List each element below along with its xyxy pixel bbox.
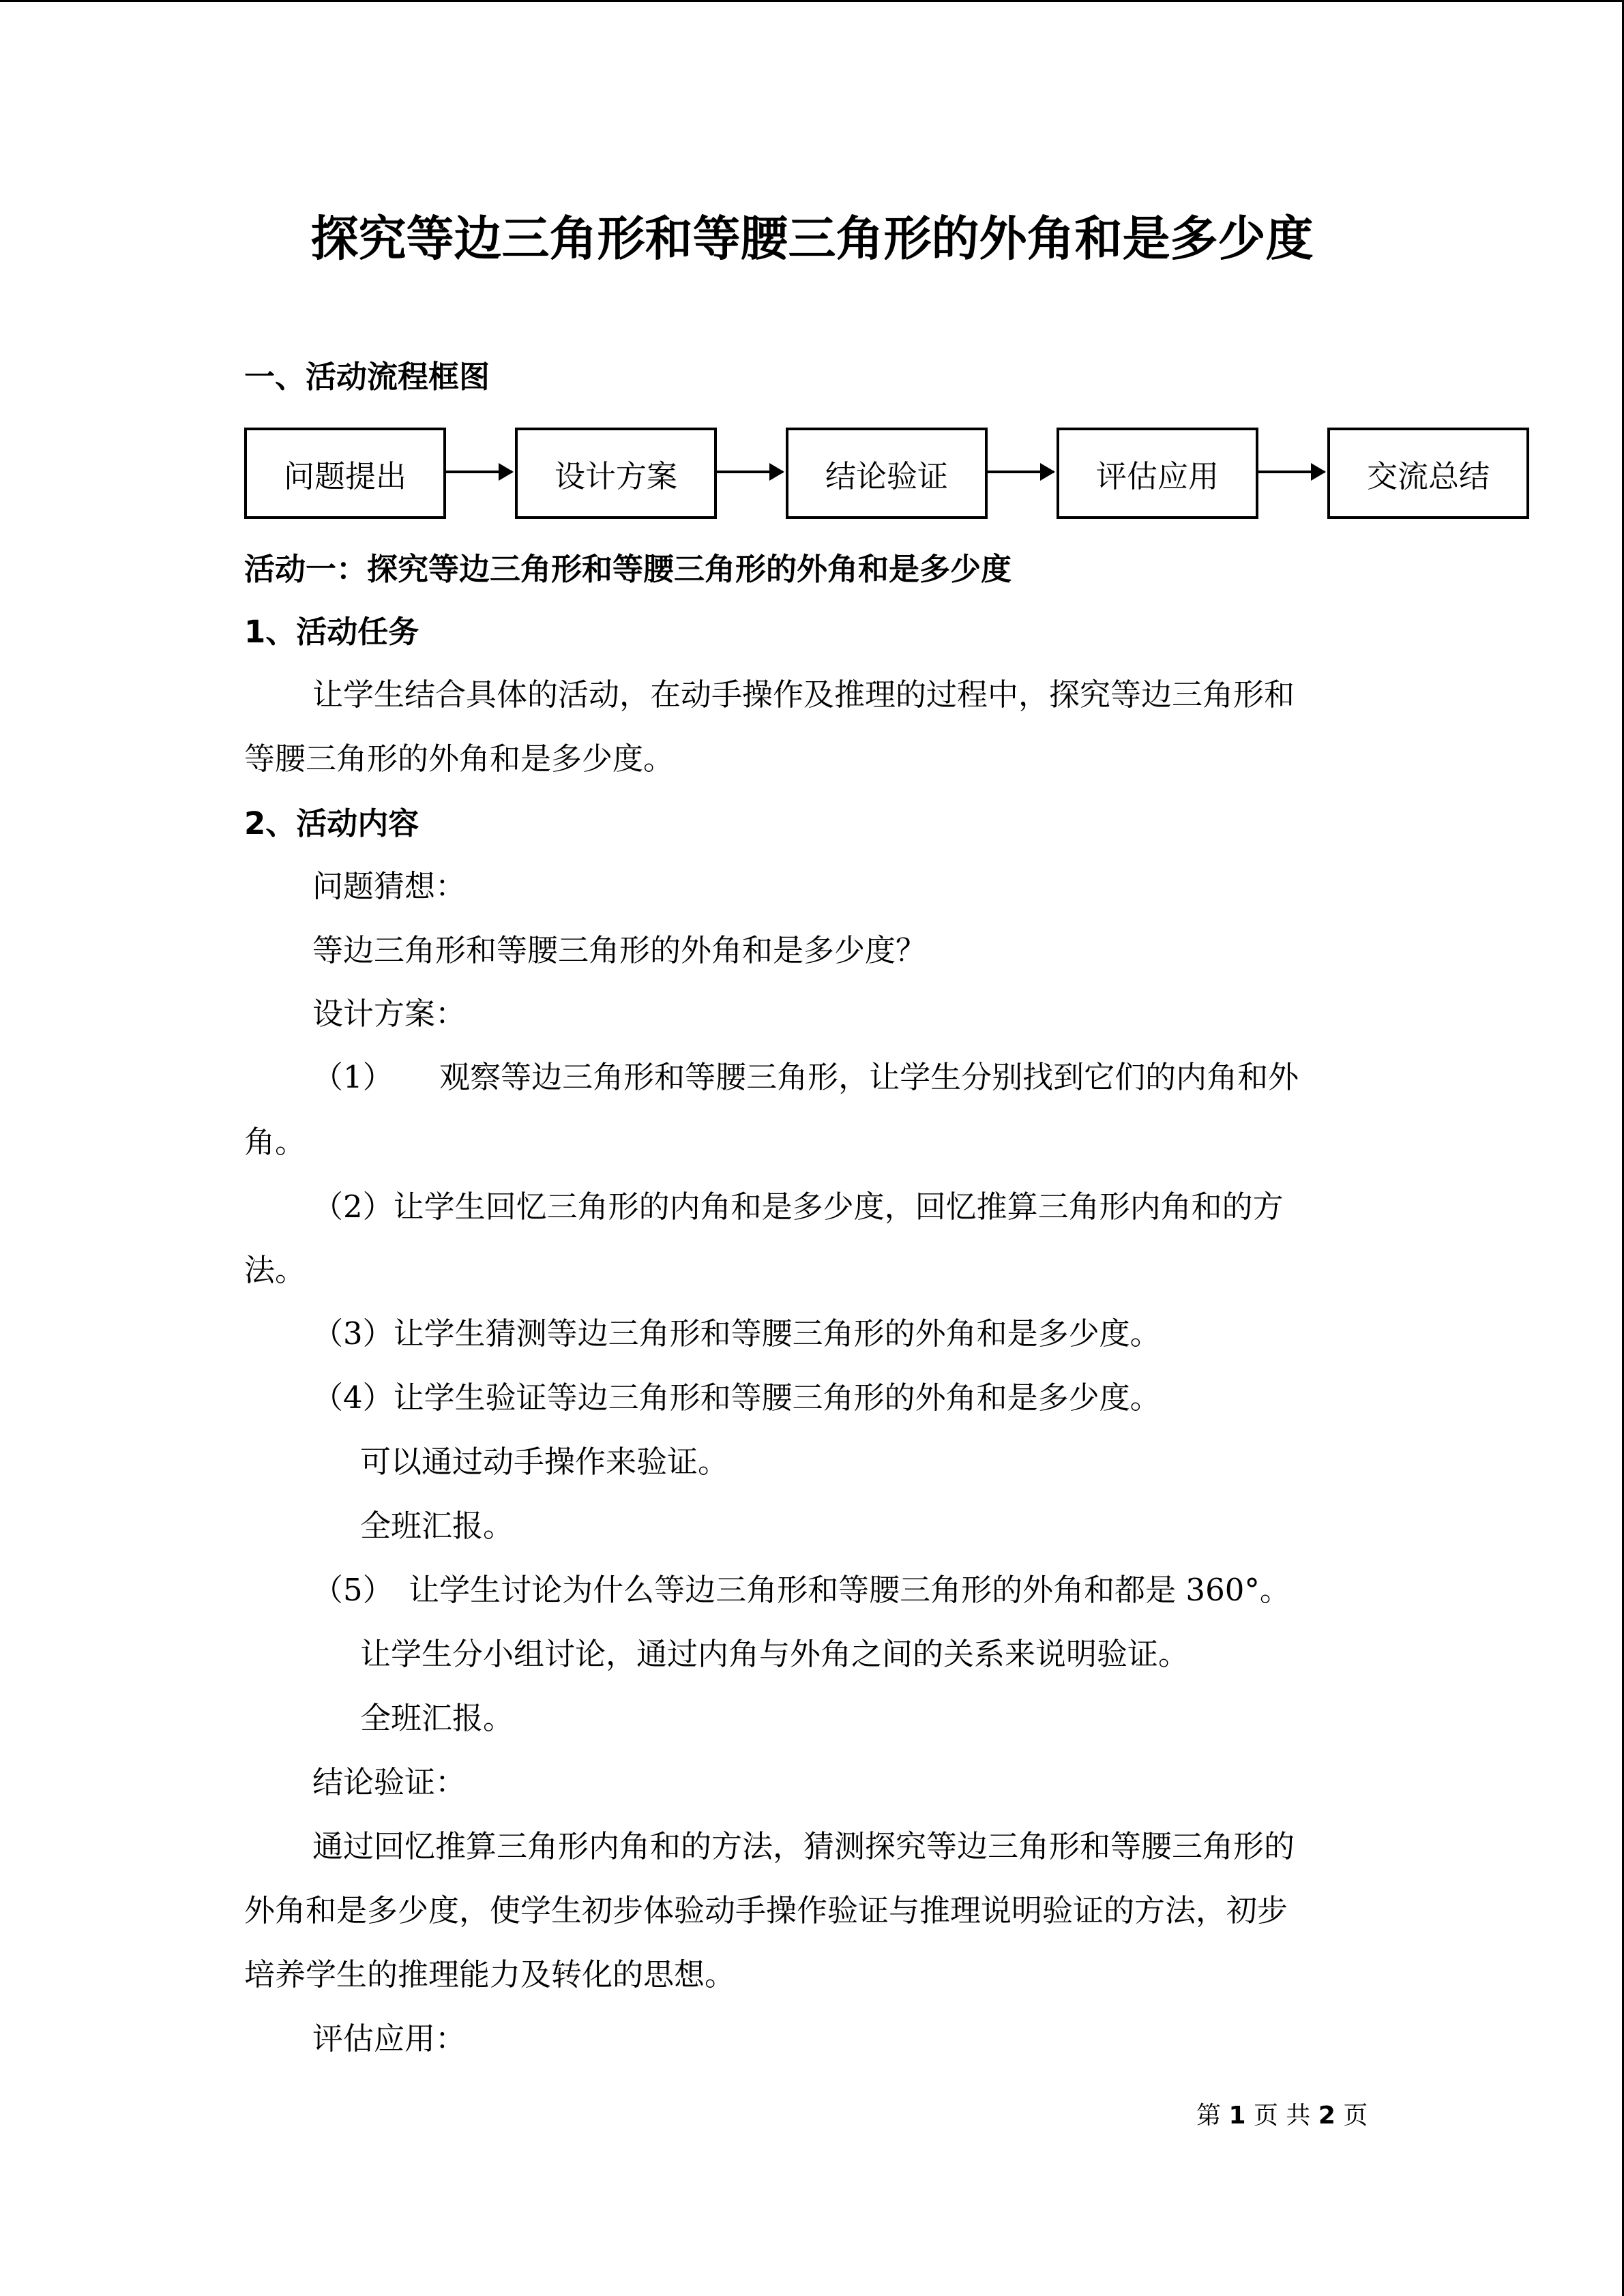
content-line-19: 评估应用： [312, 2021, 467, 2057]
section-heading-flowchart: 一、活动流程框图 [244, 359, 490, 395]
activity-title: 活动一：探究等边三角形和等腰三角形的外角和是多少度 [244, 551, 1012, 587]
content-line-7: 法。 [244, 1252, 306, 1288]
flow-step-5: 交流总结 [1327, 428, 1529, 519]
content-line-6: （2）让学生回忆三角形的内角和是多少度，回忆推算三角形内角和的方 [312, 1189, 1284, 1225]
content-line-14: 全班汇报。 [360, 1700, 514, 1736]
content-line-9: （4）让学生验证等边三角形和等腰三角形的外角和是多少度。 [312, 1380, 1161, 1416]
footer-prefix: 第 [1196, 2102, 1222, 2130]
content-line-10: 可以通过动手操作来验证。 [360, 1444, 729, 1480]
content-line-11: 全班汇报。 [360, 1508, 514, 1544]
content-line-3: 设计方案： [312, 996, 467, 1032]
content-heading: 2、活动内容 [244, 805, 419, 841]
footer-total-pages: 2 [1318, 2102, 1335, 2130]
content-line-12: （5） 让学生讨论为什么等边三角形和等腰三角形的外角和都是 360°。 [312, 1572, 1290, 1608]
page-border-top [0, 0, 1624, 2]
content-line-1: 问题猜想： [312, 868, 467, 904]
footer-mid: 页 共 [1253, 2102, 1311, 2130]
page-title: 探究等边三角形和等腰三角形的外角和是多少度 [310, 211, 1314, 267]
content-line-4: （1） 观察等边三角形和等腰三角形，让学生分别找到它们的内角和外 [312, 1059, 1299, 1095]
task-line-2: 等腰三角形的外角和是多少度。 [244, 741, 675, 777]
content-line-13: 让学生分小组讨论，通过内角与外角之间的关系来说明验证。 [360, 1636, 1190, 1672]
flow-arrow-2 [715, 471, 783, 473]
content-line-16: 通过回忆推算三角形内角和的方法，猜测探究等边三角形和等腰三角形的 [312, 1828, 1295, 1864]
flow-step-3: 结论验证 [786, 428, 988, 519]
task-line-1: 让学生结合具体的活动，在动手操作及推理的过程中，探究等边三角形和 [312, 676, 1295, 713]
flowchart [244, 428, 1526, 518]
content-line-8: （3）让学生猜测等边三角形和等腰三角形的外角和是多少度。 [312, 1315, 1161, 1352]
content-line-2: 等边三角形和等腰三角形的外角和是多少度？ [312, 932, 927, 968]
task-heading: 1、活动任务 [244, 614, 419, 650]
page-footer [1196, 2099, 1368, 2133]
flow-step-4: 评估应用 [1057, 428, 1258, 519]
flow-arrow-1 [445, 471, 512, 473]
flow-arrow-4 [1257, 471, 1325, 473]
footer-page-number: 1 [1228, 2102, 1246, 2130]
flow-arrow-3 [986, 471, 1054, 473]
content-line-5: 角。 [244, 1124, 306, 1160]
content-line-15: 结论验证： [312, 1764, 467, 1800]
flow-step-2: 设计方案 [515, 428, 717, 519]
content-line-17: 外角和是多少度，使学生初步体验动手操作验证与推理说明验证的方法，初步 [244, 1892, 1288, 1928]
content-line-18: 培养学生的推理能力及转化的思想。 [244, 1956, 736, 1993]
footer-suffix: 页 [1343, 2102, 1368, 2130]
flow-step-1: 问题提出 [244, 428, 446, 519]
